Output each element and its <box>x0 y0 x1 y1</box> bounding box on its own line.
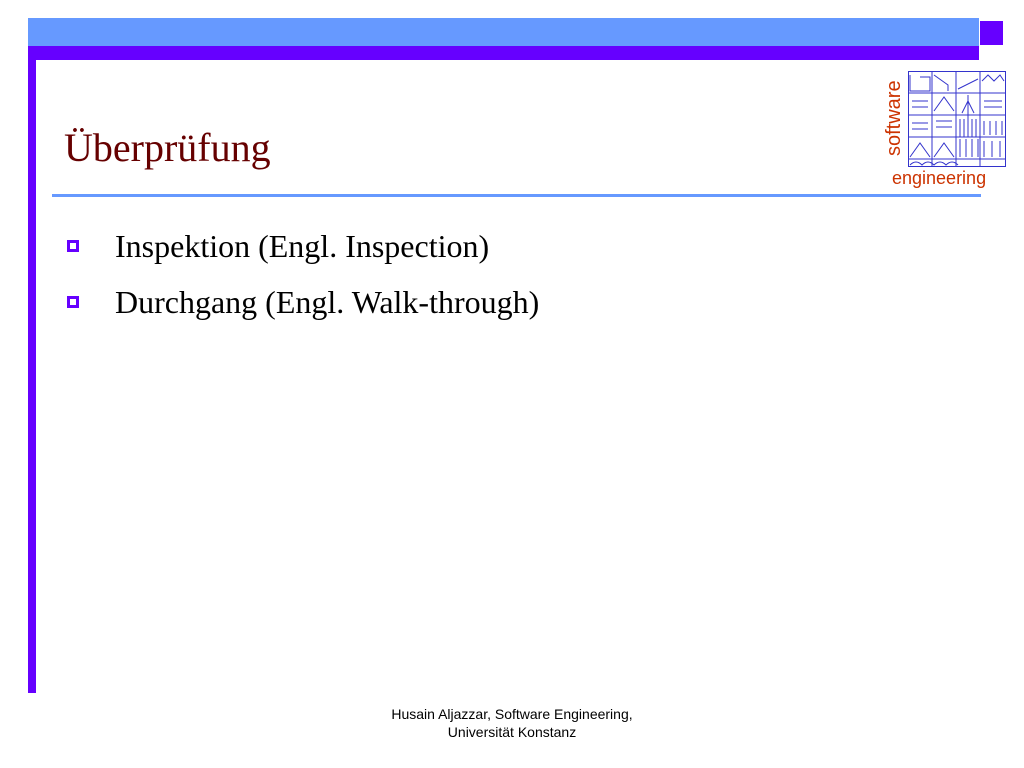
bullet-text: Inspektion (Engl. Inspection) <box>115 227 490 264</box>
square-bullet-icon <box>67 240 79 252</box>
bullet-item-walkthrough <box>64 274 539 330</box>
logo-word-software: software <box>883 80 905 156</box>
title-divider <box>52 194 981 197</box>
slide-footer <box>300 705 724 741</box>
bullet-text: Durchgang (Engl. Walk-through) <box>115 283 540 320</box>
left-accent-bar <box>28 60 36 693</box>
square-bullet-icon <box>67 296 79 308</box>
software-engineering-logo-icon <box>908 71 1006 167</box>
corner-square <box>980 21 1003 45</box>
bullet-item-inspection <box>64 218 539 274</box>
logo-word-engineering: engineering <box>892 168 987 188</box>
header-bar-accent <box>28 46 979 60</box>
slide-title: Überprüfung <box>64 125 271 170</box>
footer-university: Universität Konstanz <box>447 724 577 740</box>
footer-author-course: Husain Aljazzar, Software Engineering, <box>391 706 633 722</box>
bullet-list <box>64 218 539 330</box>
